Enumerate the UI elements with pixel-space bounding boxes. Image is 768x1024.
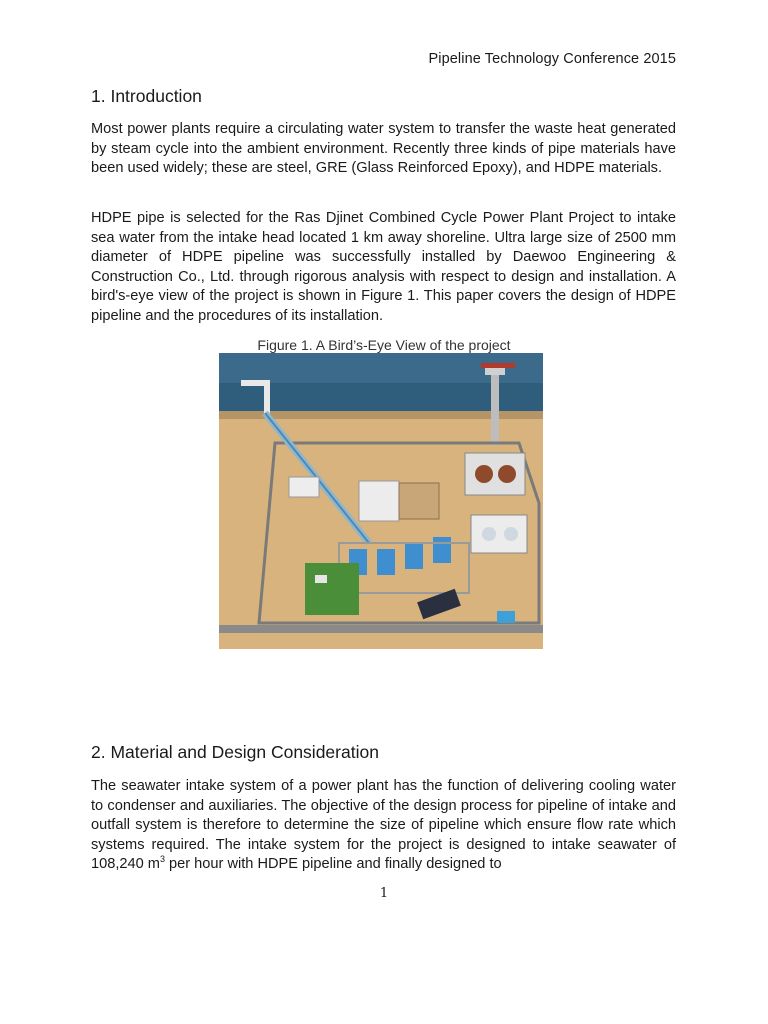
power-block-2: [471, 515, 527, 553]
outfall-pipe: [491, 375, 499, 445]
page-number: 1: [379, 886, 389, 901]
material-paragraph-1: The seawater intake system of a power plant has the function of delivering cooling water to condenser and auxiliaries. The objective of the design process for pipeline of intake and outfall system is therefore to determine the size of pipeline which ensure flow rate which systems required. The intake system for the project is designed to intake seawater of 108,240 $m^3$ per hour with HDPE pipeline and finally designed to: [91, 778, 676, 872]
figure-1-caption: Figure 1. A Bird’s-Eye View of the project: [257, 337, 511, 353]
turbine-hall: [359, 481, 399, 521]
section-2-heading: 2. Material and Design Consideration: [91, 742, 379, 762]
running-header: Pipeline Technology Conference 2015: [428, 51, 676, 67]
figure-1-birds-eye-view: [219, 353, 543, 649]
intro-paragraph-2: HDPE pipe is selected for the Ras Djinet Combined Cycle Power Plant Project to intake sea water from the intake head located 1 km away shoreline. Ultra large size of 2500 mm diameter of HDPE pipeline was successfully installed by Daewoo Engineering & Construction Co., Ltd. through rigorous analysis with respect to design and installation. A bird's-eye view of the project is shown in Figure 1. This paper covers the design of HDPE pipeline and the procedures of its installation.: [91, 210, 676, 324]
section-1-heading: 1. Introduction: [91, 86, 202, 106]
green-area: [305, 563, 359, 615]
intro-paragraph-1: Most power plants require a circulating water system to transfer the waste heat generated by steam cycle into the ambient environment. Recently three kinds of pipe materials have been used widely; these are steel, GRE (Glass Reinforced Epoxy), and HDPE materials.: [91, 121, 676, 176]
